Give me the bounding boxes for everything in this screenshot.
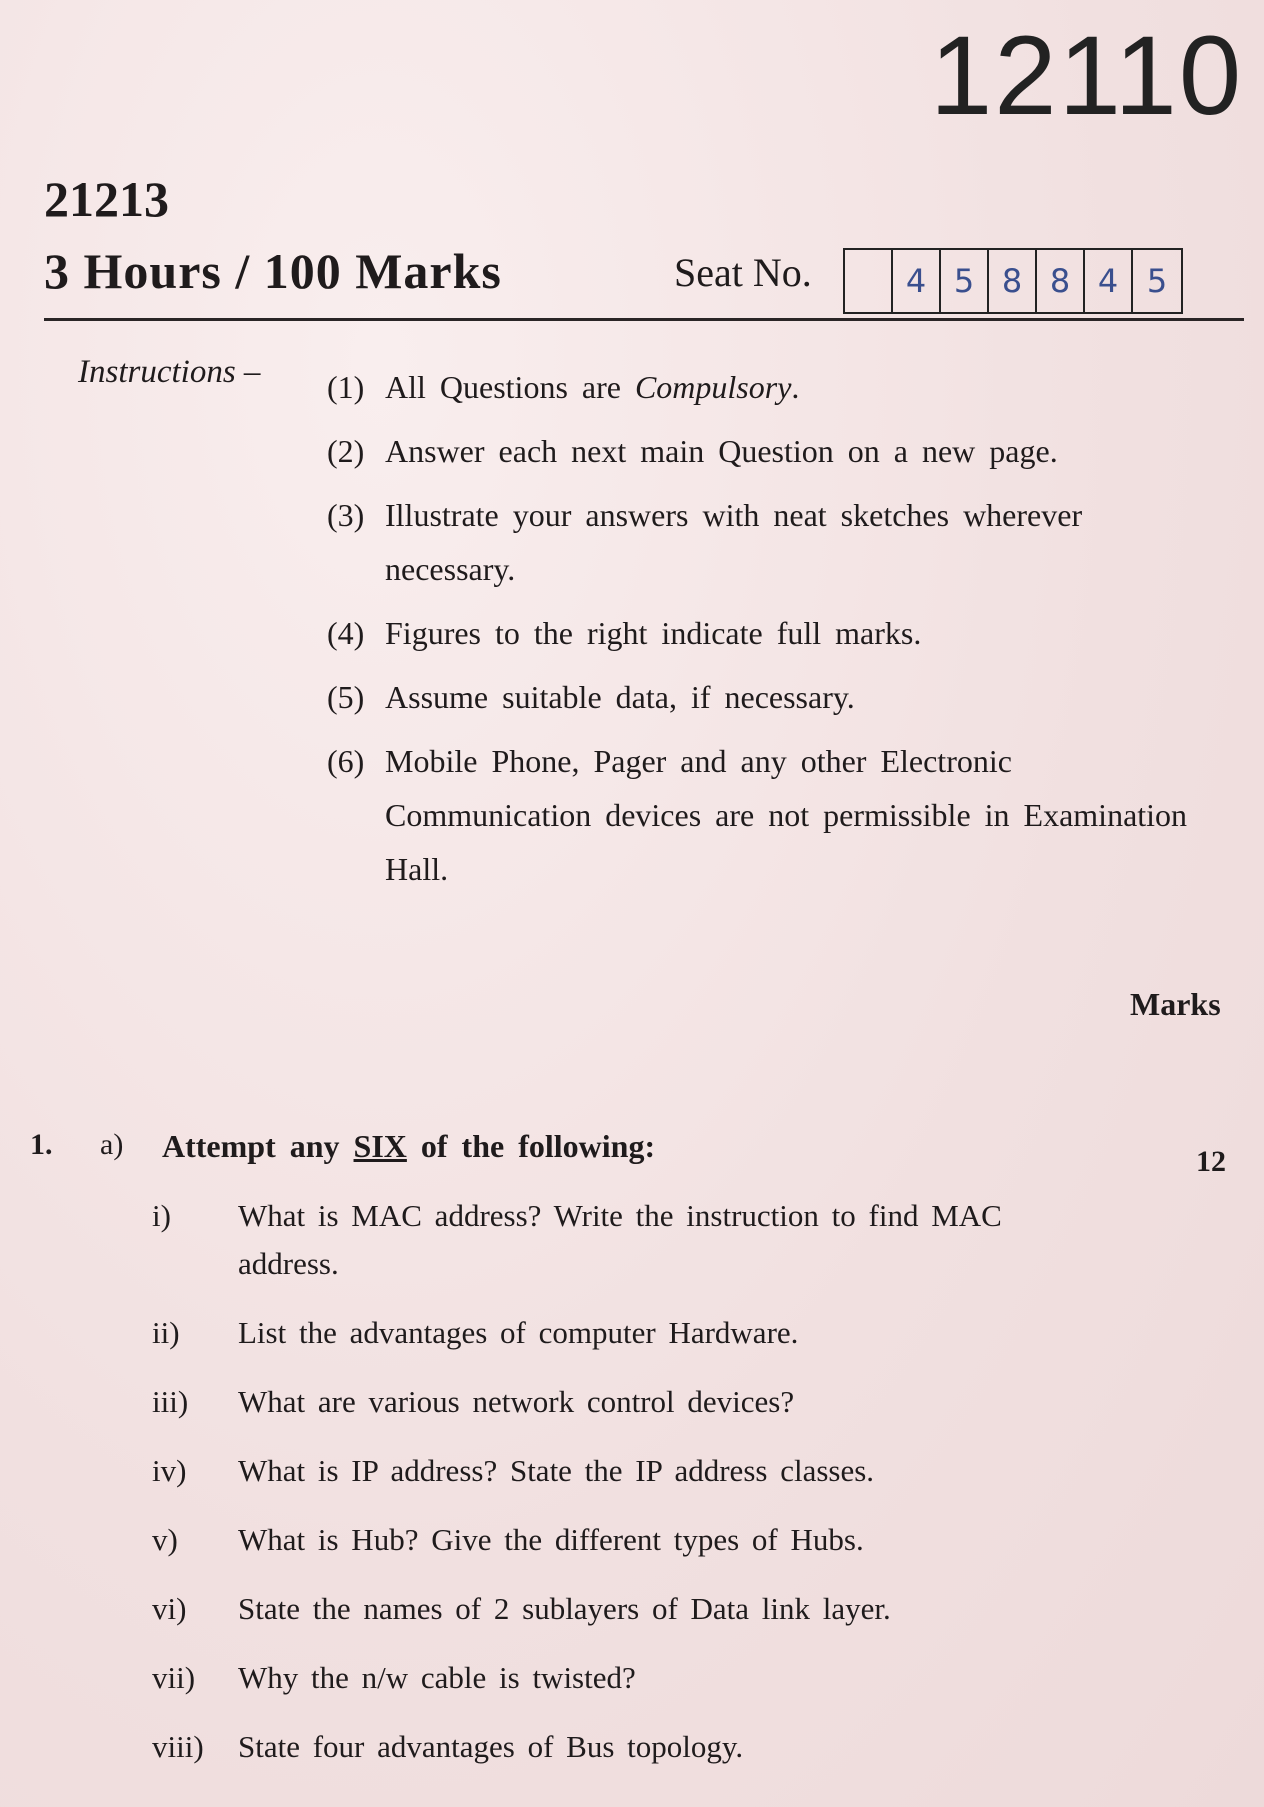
seat-digit-cell: 5 bbox=[941, 250, 989, 312]
instruction-text: Mobile Phone, Pager and any other Electronic Communication devices are not permissible in Examination Hall. bbox=[385, 743, 1188, 887]
marks-heading: Marks bbox=[1130, 986, 1221, 1022]
subquestion-text: Why the n/w cable is twisted? bbox=[238, 1660, 636, 1695]
subject-code: 21213 bbox=[44, 171, 169, 227]
instruction-number: (1) bbox=[327, 369, 365, 405]
instruction-item bbox=[327, 670, 1207, 724]
subquestion-number: iv) bbox=[152, 1453, 187, 1488]
instruction-text: Answer each next main Question on a new page. bbox=[385, 433, 1058, 469]
subquestion-text: List the advantages of computer Hardware. bbox=[238, 1315, 799, 1350]
subquestion-item bbox=[152, 1585, 1052, 1633]
seat-number-label: Seat No. bbox=[674, 250, 812, 295]
seat-digit-cell: 4 bbox=[893, 250, 941, 312]
instruction-text: Assume suitable data, if necessary. bbox=[385, 679, 855, 715]
instruction-item bbox=[327, 360, 1207, 414]
instruction-number: (5) bbox=[327, 679, 365, 715]
subquestion-number: i) bbox=[152, 1198, 171, 1233]
subquestion-list bbox=[152, 1192, 1052, 1792]
instruction-item bbox=[327, 424, 1207, 478]
seat-digit-cell: 8 bbox=[989, 250, 1037, 312]
seat-digit-cell: 5 bbox=[1146, 262, 1168, 300]
subquestion-text: What is Hub? Give the different types of Hubs. bbox=[238, 1522, 864, 1557]
instructions-label: Instructions – bbox=[78, 354, 261, 390]
seat-digit-cell: 8 bbox=[1037, 250, 1085, 312]
instruction-item bbox=[327, 488, 1207, 596]
subquestion-item bbox=[152, 1447, 1052, 1495]
instruction-number: (4) bbox=[327, 615, 365, 651]
instruction-number: (6) bbox=[327, 743, 365, 779]
subquestion-item bbox=[152, 1723, 1052, 1771]
question-marks: 12 bbox=[1196, 1145, 1226, 1178]
subquestion-item bbox=[152, 1192, 1052, 1288]
subquestion-number: vii) bbox=[152, 1660, 196, 1695]
instruction-text bbox=[385, 360, 1207, 414]
subquestion-item bbox=[152, 1516, 1052, 1564]
seat-digit-cell: 4 bbox=[1085, 250, 1133, 312]
subquestion-number: viii) bbox=[152, 1729, 204, 1764]
seat-digit-cell bbox=[845, 250, 893, 312]
paper-code: 12110 bbox=[930, 13, 1244, 138]
question-title bbox=[162, 1130, 655, 1162]
question-title-part: of the following: bbox=[406, 1128, 656, 1164]
subquestion-text: State four advantages of Bus topology. bbox=[238, 1729, 744, 1764]
subquestion-number: v) bbox=[152, 1522, 178, 1557]
instructions-list bbox=[327, 360, 1207, 906]
subquestion-number: iii) bbox=[152, 1384, 189, 1419]
subquestion-number: vi) bbox=[152, 1591, 187, 1626]
subquestion-item bbox=[152, 1654, 1052, 1702]
instruction-item bbox=[327, 606, 1207, 660]
question-title-part: Attempt any bbox=[162, 1128, 354, 1164]
question-part: a) bbox=[100, 1128, 124, 1161]
subquestion-text: State the names of 2 sublayers of Data link layer. bbox=[238, 1591, 891, 1626]
question-title-emphasis: SIX bbox=[353, 1128, 407, 1164]
subquestion-text: What is MAC address? Write the instruction to find MAC address. bbox=[238, 1198, 1002, 1281]
subquestion-item bbox=[152, 1309, 1052, 1357]
subquestion-text: What is IP address? State the IP address classes. bbox=[238, 1453, 875, 1488]
header-divider bbox=[44, 318, 1244, 321]
instruction-text: Illustrate your answers with neat sketches wherever necessary. bbox=[385, 497, 1083, 587]
subquestion-item bbox=[152, 1378, 1052, 1426]
subquestion-text: What are various network control devices? bbox=[238, 1384, 795, 1419]
instruction-number: (2) bbox=[327, 433, 365, 469]
seat-number-boxes bbox=[843, 248, 1183, 314]
question-number: 1. bbox=[30, 1128, 53, 1161]
instruction-text-part: . bbox=[791, 369, 800, 405]
subquestion-number: ii) bbox=[152, 1315, 180, 1350]
duration-marks: 3 Hours / 100 Marks bbox=[44, 243, 502, 299]
instruction-number: (3) bbox=[327, 497, 365, 533]
instruction-text-part: All Questions are bbox=[385, 369, 635, 405]
instruction-text: Figures to the right indicate full marks. bbox=[385, 615, 922, 651]
instruction-item bbox=[327, 734, 1207, 896]
instruction-text-italic: Compulsory bbox=[634, 369, 792, 405]
